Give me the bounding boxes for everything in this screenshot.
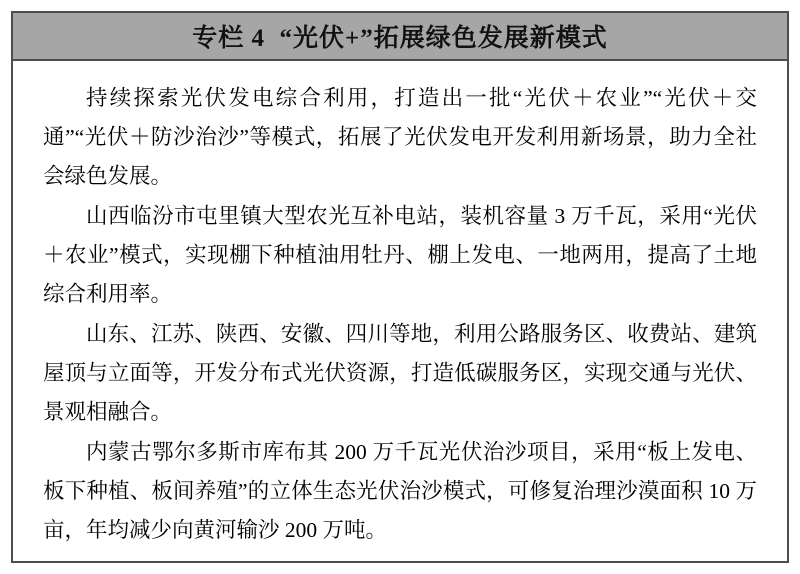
callout-box: [11, 11, 789, 563]
paragraph: 山西临汾市屯里镇大型农光互补电站，装机容量 3 万千瓦，采用“光伏＋农业”模式，实现棚下种植油用牡丹、棚上发电、一地两用，提高了土地综合利用率。: [43, 204, 757, 306]
callout-title-bar: [13, 13, 787, 61]
paragraph: 内蒙古鄂尔多斯市库布其 200 万千瓦光伏治沙项目，采用“板上发电、板下种植、板间养殖”的立体生态光伏治沙模式，可修复治理沙漠面积 10 万亩，年均减少向黄河输沙 200 万吨。: [43, 440, 757, 542]
paragraph: 持续探索光伏发电综合利用，打造出一批“光伏＋农业”“光伏＋交通”“光伏＋防沙治沙”等模式，拓展了光伏发电开发利用新场景，助力全社会绿色发展。: [43, 86, 757, 188]
callout-title: 专栏 4 “光伏+”拓展绿色发展新模式: [192, 25, 608, 52]
callout-body: [13, 61, 787, 561]
paragraph: 山东、江苏、陕西、安徽、四川等地，利用公路服务区、收费站、建筑屋顶与立面等，开发分布式光伏资源，打造低碳服务区，实现交通与光伏、景观相融合。: [43, 322, 757, 424]
